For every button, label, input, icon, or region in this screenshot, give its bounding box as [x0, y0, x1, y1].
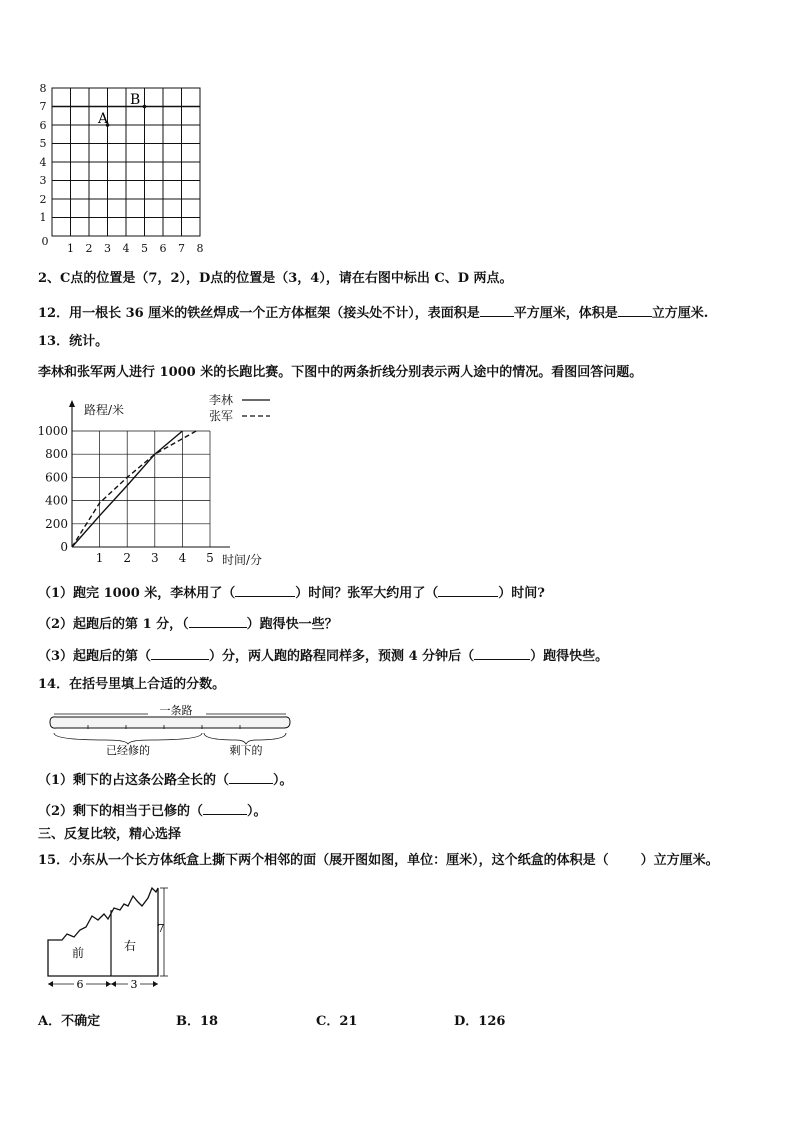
q14-blank-2[interactable] [203, 800, 247, 815]
q13-blank-lilin-time[interactable] [235, 582, 295, 597]
q14-sub2-a: （2）剩下的相当于已修的（ [38, 804, 204, 819]
road-label: 一条路 [159, 704, 193, 717]
right-face-label: 右 [123, 939, 137, 953]
q13-sub2-a: （2）起跑后的第 1 分，（ [38, 617, 189, 632]
q14-title: 14．在括号里填上合适的分数。 [38, 677, 226, 692]
q13-sub1-a: （1）跑完 1000 米，李林用了（ [38, 586, 236, 601]
q13-description: 李林和张军两人进行 1000 米的长跑比赛。下图中的两条折线分别表示两人途中的情况。看图回答问题。 [38, 365, 643, 380]
right-width-label: 3 [130, 978, 138, 991]
grid-x-tick: 3 [104, 242, 111, 255]
q12-part2: 平方厘米，体积是 [513, 306, 618, 321]
q13-blank-faster-first-minute[interactable] [189, 613, 247, 628]
front-face-label: 前 [71, 946, 85, 960]
chart-x-tick-label: 5 [206, 551, 214, 565]
chart-series-zhangjun [72, 431, 196, 547]
grid-x-tick: 6 [159, 242, 167, 255]
q2-text: 2、C点的位置是（7，2），D点的位置是（3，4），请在右图中标出 C、D 两点。 [38, 271, 513, 286]
grid-x-tick: 1 [67, 242, 74, 255]
q13-blank-faster-after-4[interactable] [474, 645, 530, 660]
chart-x-tick-label: 2 [123, 551, 132, 565]
grid-y-tick: 2 [39, 193, 47, 206]
grid-x-tick: 4 [122, 242, 130, 255]
chart-x-tick-label: 1 [95, 551, 104, 565]
grid-y-tick: 6 [39, 119, 47, 132]
grid-x-tick: 2 [85, 242, 93, 255]
q13-sub3 [38, 645, 608, 666]
option-b[interactable]: B．18 [176, 1014, 219, 1029]
left-label: 剩下的 [229, 744, 263, 756]
q13-sub3-a: （3）起跑后的第（ [38, 649, 152, 664]
chart-y-tick-label: 1000 [37, 424, 68, 438]
box-net-figure [34, 880, 174, 998]
chart-x-tick-label: 4 [178, 551, 187, 565]
q13-sub2-b: ）跑得快一些？ [246, 617, 338, 632]
q12-part3: 立方厘米. [651, 306, 709, 321]
q13-blank-equal-minute[interactable] [151, 645, 209, 660]
q14-blank-1[interactable] [229, 769, 273, 784]
grid-y-tick: 7 [39, 100, 47, 113]
road-diagram [46, 700, 296, 756]
chart-y-arrow [69, 400, 75, 407]
grid-x-tick: 8 [196, 242, 204, 255]
point-b [143, 105, 147, 109]
q15-text [38, 852, 719, 870]
chart-y-axis-label: 路程/米 [84, 403, 125, 417]
front-width-label: 6 [76, 978, 84, 991]
q14-sub1-a: （1）剩下的占这条公路全长的（ [38, 773, 230, 788]
height-dim-label: 7 [157, 922, 165, 935]
q15-text-a: 15．小东从一个长方体纸盒上撕下两个相邻的面（展开图如图，单位：厘米），这个纸盒的体积是（ [38, 853, 609, 868]
grid-y-tick: 3 [39, 174, 47, 187]
section-3-heading: 三、反复比较，精心选择 [38, 827, 182, 842]
grid-y-tick: 8 [39, 82, 47, 95]
q12-part1: 12．用一根长 36 厘米的铁丝焊成一个正方体框架（接头处不计），表面积是 [38, 306, 480, 321]
grid-y-tick: 1 [39, 211, 47, 224]
q14-sub1-b: ）。 [273, 773, 293, 788]
option-c[interactable]: C．21 [316, 1014, 358, 1029]
q14-sub2-b: ）。 [247, 804, 267, 819]
grid-x-tick: 5 [141, 242, 148, 255]
q13-blank-zhangjun-time[interactable] [438, 582, 498, 597]
q13-sub3-b: ）分，两人跑的路程同样多，预测 4 分钟后（ [209, 649, 475, 664]
q12-blank-area[interactable] [480, 302, 514, 317]
running-distance-chart [34, 392, 284, 572]
chart-x-tick-label: 3 [150, 551, 159, 565]
q15-text-b: ）立方厘米。 [640, 853, 719, 868]
chart-legend-label: 张军 [209, 409, 234, 423]
q12-blank-volume[interactable] [618, 302, 652, 317]
road-bar [50, 717, 290, 728]
option-a[interactable]: A．不确定 [38, 1014, 101, 1029]
chart-y-tick-label: 400 [45, 493, 68, 508]
grid-y-tick: 5 [39, 137, 47, 150]
torn-faces-outline [48, 888, 158, 976]
chart-x-axis-label: 时间/分 [222, 553, 263, 567]
done-brace [54, 733, 202, 744]
point-a-label: A [98, 111, 109, 127]
q13-sub1 [38, 582, 545, 603]
coordinate-grid-figure [30, 80, 220, 260]
q13-sub1-b: ）时间？张军大约用了（ [295, 586, 439, 601]
done-label: 已经修的 [106, 744, 150, 756]
chart-y-tick-label: 0 [60, 540, 68, 554]
grid-x-tick: 7 [178, 242, 185, 255]
chart-y-tick-label: 800 [45, 447, 68, 462]
chart-legend-label: 李林 [209, 393, 234, 407]
q13-sub1-c: ）时间? [498, 586, 545, 601]
option-d[interactable]: D．126 [454, 1014, 506, 1029]
grid-origin-label: 0 [41, 235, 49, 248]
q14-sub1 [38, 769, 293, 790]
q12 [38, 302, 708, 323]
q14-sub2 [38, 800, 267, 821]
grid-lines [52, 88, 200, 236]
q13-sub3-c: ）跑得快些。 [530, 649, 609, 664]
chart-y-tick-label: 600 [45, 470, 68, 485]
left-brace [204, 733, 286, 744]
grid-y-tick: 4 [39, 156, 47, 169]
q13-title: 13．统计。 [38, 334, 109, 349]
chart-y-tick-label: 200 [45, 516, 68, 531]
q13-sub2 [38, 613, 338, 634]
point-b-label: B [130, 92, 141, 108]
